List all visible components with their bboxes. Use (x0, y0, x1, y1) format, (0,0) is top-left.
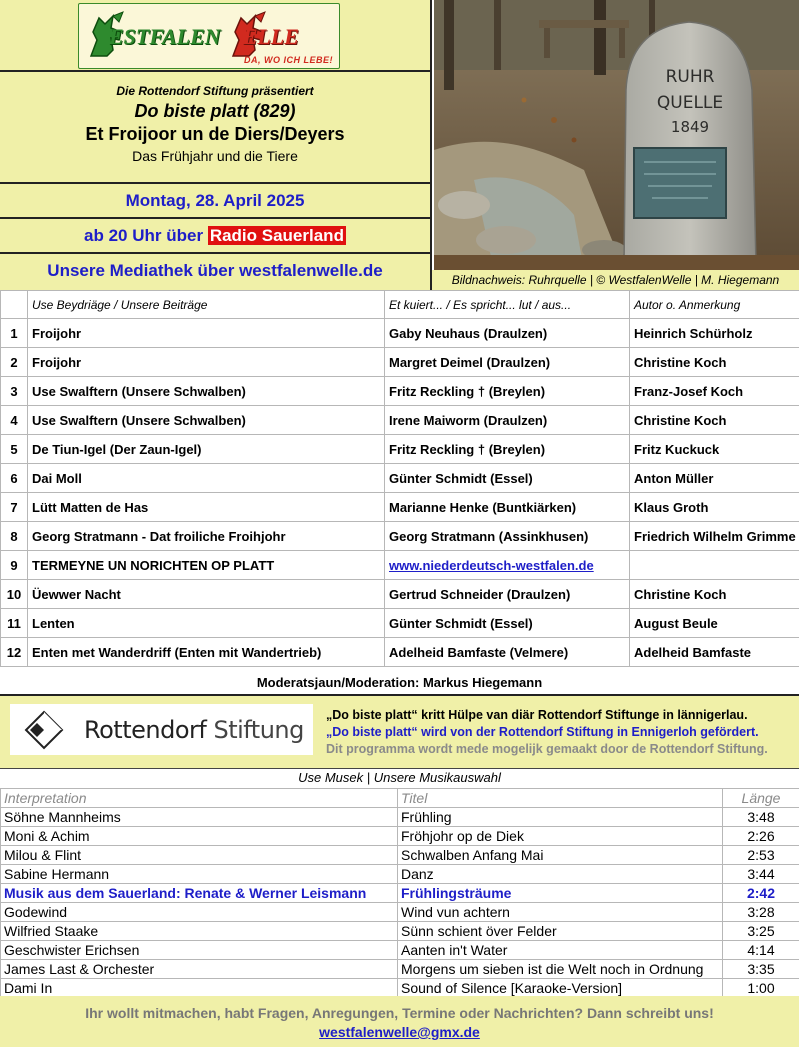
music-title: Schwalben Anfang Mai (398, 846, 723, 865)
stone-line-3: 1849 (670, 118, 710, 136)
footer-text: Ihr wollt mitmachen, habt Fragen, Anregungen, Termine oder Nachrichten? Dann schreibt uns! (85, 1005, 714, 1021)
music-title: Frühling (398, 808, 723, 827)
row-author: Heinrich Schürholz (630, 319, 799, 348)
contact-email-link[interactable]: westfalenwelle@gmx.de (319, 1024, 480, 1040)
music-row (1, 846, 799, 865)
radio-line (0, 226, 430, 246)
row-author: Christine Koch (630, 406, 799, 435)
row-title: Üewwer Nacht (28, 580, 385, 609)
row-author: Friedrich Wilhelm Grimme (630, 522, 799, 551)
music-row (1, 827, 799, 846)
row-number: 1 (1, 319, 28, 348)
music-title: Sünn schient över Felder (398, 922, 723, 941)
row-title: Froijohr (28, 319, 385, 348)
stone-line-1: RUHR (665, 67, 715, 87)
row-title: De Tiun-Igel (Der Zaun-Igel) (28, 435, 385, 464)
sponsor-name-bold: Rottendorf (84, 716, 207, 744)
radio-station-link[interactable]: Radio Sauerland (209, 226, 344, 245)
row-title: Enten met Wanderdriff (Enten mit Wandertrieb) (28, 638, 385, 667)
table-row (1, 580, 799, 609)
table-row (1, 406, 799, 435)
music-title: Sound of Silence [Karaoke-Version] (398, 979, 723, 998)
header-length: Länge (723, 789, 799, 808)
row-number: 10 (1, 580, 28, 609)
row-title: Dai Moll (28, 464, 385, 493)
logo-slogan: DA, WO ICH LEBE! (244, 55, 333, 65)
music-row (1, 979, 799, 998)
music-artist: Sabine Hermann (1, 865, 398, 884)
logo-wordmark (109, 24, 299, 50)
logo-cell (0, 0, 430, 72)
music-length: 1:00 (723, 979, 799, 998)
row-speaker: Adelheid Bamfaste (Velmere) (385, 638, 630, 667)
music-artist: Geschwister Erichsen (1, 941, 398, 960)
rottendorf-logo[interactable] (10, 704, 313, 755)
header-speaker: Et kuiert... / Es spricht... lut / aus... (385, 291, 630, 319)
contributions-header-row (1, 291, 799, 319)
sponsor-banner (0, 696, 799, 769)
music-artist: Dami In (1, 979, 398, 998)
music-artist: Moni & Achim (1, 827, 398, 846)
westfalenwelle-logo[interactable] (78, 3, 340, 69)
music-section-title: Use Musek | Unsere Musikauswahl (298, 770, 501, 785)
music-title: Wind vun achtern (398, 903, 723, 922)
stone-line-2: QUELLE (656, 93, 724, 113)
sponsor-line-1: „Do biste platt“ kritt Hülpe van diär Rottendorf Stiftunge in lännigerlau. (326, 708, 748, 722)
table-row (1, 638, 799, 667)
row-author: Christine Koch (630, 580, 799, 609)
music-table (0, 788, 799, 998)
header-title: Use Beydriäge / Unsere Beiträge (28, 291, 385, 319)
episode-title: Et Froijoor un de Diers/Deyers (85, 124, 345, 144)
music-length: 3:35 (723, 960, 799, 979)
logo-word-part1: ESTFALEN (109, 24, 221, 49)
music-row (1, 960, 799, 979)
table-row (1, 319, 799, 348)
table-row (1, 435, 799, 464)
header-title: Titel (398, 789, 723, 808)
sponsor-text (326, 707, 768, 758)
row-author: Christine Koch (630, 348, 799, 377)
header (0, 0, 799, 290)
row-title: Use Swalftern (Unsere Schwalben) (28, 377, 385, 406)
music-length: 3:44 (723, 865, 799, 884)
diamond-logo-icon (24, 710, 64, 750)
header-author: Autor o. Anmerkung (630, 291, 799, 319)
music-length: 2:53 (723, 846, 799, 865)
logo-word-part2: ELLE (242, 24, 299, 49)
music-title: Morgens um sieben ist die Welt noch in Ordnung (398, 960, 723, 979)
header-interpretation: Interpretation (1, 789, 398, 808)
row-speaker: Margret Deimel (Draulzen) (385, 348, 630, 377)
row-number: 5 (1, 435, 28, 464)
niederdeutsch-link[interactable]: www.niederdeutsch-westfalen.de (389, 557, 594, 573)
row-number: 7 (1, 493, 28, 522)
photo-caption: Bildnachweis: Ruhrquelle | © WestfalenWelle | M. Hiegemann (432, 270, 799, 290)
sponsor-line-2: „Do biste platt“ wird von der Rottendorf Stiftung in Ennigerloh gefördert. (326, 725, 759, 739)
row-title: Georg Stratmann - Dat froiliche Froihjohr (28, 522, 385, 551)
radio-cell (0, 219, 430, 254)
row-title: Lütt Matten de Has (28, 493, 385, 522)
music-length: 3:48 (723, 808, 799, 827)
row-speaker: Günter Schmidt (Essel) (385, 609, 630, 638)
music-header-row (1, 789, 799, 808)
row-speaker (385, 551, 630, 580)
sponsor-name (84, 716, 304, 744)
music-length: 2:26 (723, 827, 799, 846)
header-num (1, 291, 28, 319)
music-title: Danz (398, 865, 723, 884)
row-author: Adelheid Bamfaste (630, 638, 799, 667)
music-length: 2:42 (723, 884, 799, 903)
music-artist: Milou & Flint (1, 846, 398, 865)
sponsor-line-3: Dit programma wordt mede mogelijk gemaakt door de Rottendorf Stiftung. (326, 742, 768, 756)
mediathek-link[interactable]: Unsere Mediathek über westfalenwelle.de (47, 261, 383, 280)
table-row (1, 464, 799, 493)
table-row (1, 609, 799, 638)
row-speaker: Gertrud Schneider (Draulzen) (385, 580, 630, 609)
episode-subtitle: Das Frühjahr und die Tiere (132, 148, 298, 164)
row-speaker: Fritz Reckling † (Breylen) (385, 377, 630, 406)
row-number: 8 (1, 522, 28, 551)
row-number: 4 (1, 406, 28, 435)
table-row (1, 522, 799, 551)
date-cell (0, 184, 430, 219)
row-speaker: Gaby Neuhaus (Draulzen) (385, 319, 630, 348)
contributions-table (0, 290, 799, 667)
music-length: 4:14 (723, 941, 799, 960)
row-author: Anton Müller (630, 464, 799, 493)
radio-prefix: ab 20 Uhr über (84, 226, 204, 245)
mediathek-cell (0, 254, 430, 290)
ruhrquelle-photo (434, 0, 799, 270)
music-artist: Godewind (1, 903, 398, 922)
footer (0, 996, 799, 1047)
row-title: Use Swalftern (Unsere Schwalben) (28, 406, 385, 435)
row-speaker: Fritz Reckling † (Breylen) (385, 435, 630, 464)
music-length: 3:28 (723, 903, 799, 922)
table-row (1, 377, 799, 406)
broadcast-date: Montag, 28. April 2025 (125, 191, 305, 210)
music-row-highlight (1, 884, 799, 903)
table-row (1, 493, 799, 522)
music-artist: Söhne Mannheims (1, 808, 398, 827)
presenter-line: Die Rottendorf Stiftung präsentiert (116, 84, 314, 98)
row-title: TERMEYNE UN NORICHTEN OP PLATT (28, 551, 385, 580)
music-artist: Musik aus dem Sauerland: Renate & Werner Leismann (1, 884, 398, 903)
music-title: Frühlingsträume (398, 884, 723, 903)
row-author (630, 551, 799, 580)
table-row (1, 348, 799, 377)
intro-cell (0, 72, 430, 184)
music-row (1, 941, 799, 960)
music-row (1, 903, 799, 922)
music-title: Fröhjohr op de Diek (398, 827, 723, 846)
header-info-panel (0, 0, 432, 290)
music-row (1, 922, 799, 941)
music-length: 3:25 (723, 922, 799, 941)
row-author: Franz-Josef Koch (630, 377, 799, 406)
row-title: Froijohr (28, 348, 385, 377)
music-artist: Wilfried Staake (1, 922, 398, 941)
row-author: Klaus Groth (630, 493, 799, 522)
row-number: 9 (1, 551, 28, 580)
music-row (1, 808, 799, 827)
row-number: 3 (1, 377, 28, 406)
row-number: 11 (1, 609, 28, 638)
table-row (1, 551, 799, 580)
row-speaker: Georg Stratmann (Assinkhusen) (385, 522, 630, 551)
music-row (1, 865, 799, 884)
music-title: Aanten in't Water (398, 941, 723, 960)
show-title: Do biste platt (829) (134, 101, 296, 121)
row-author: Fritz Kuckuck (630, 435, 799, 464)
moderation-credit: Moderatsjaun/Moderation: Markus Hiegemann (0, 669, 799, 696)
row-number: 6 (1, 464, 28, 493)
row-number: 2 (1, 348, 28, 377)
row-speaker: Günter Schmidt (Essel) (385, 464, 630, 493)
music-artist: James Last & Orchester (1, 960, 398, 979)
row-author: August Beule (630, 609, 799, 638)
row-speaker: Marianne Henke (Buntkiärken) (385, 493, 630, 522)
row-number: 12 (1, 638, 28, 667)
row-speaker: Irene Maiworm (Draulzen) (385, 406, 630, 435)
sponsor-name-light: Stiftung (213, 716, 304, 744)
row-title: Lenten (28, 609, 385, 638)
